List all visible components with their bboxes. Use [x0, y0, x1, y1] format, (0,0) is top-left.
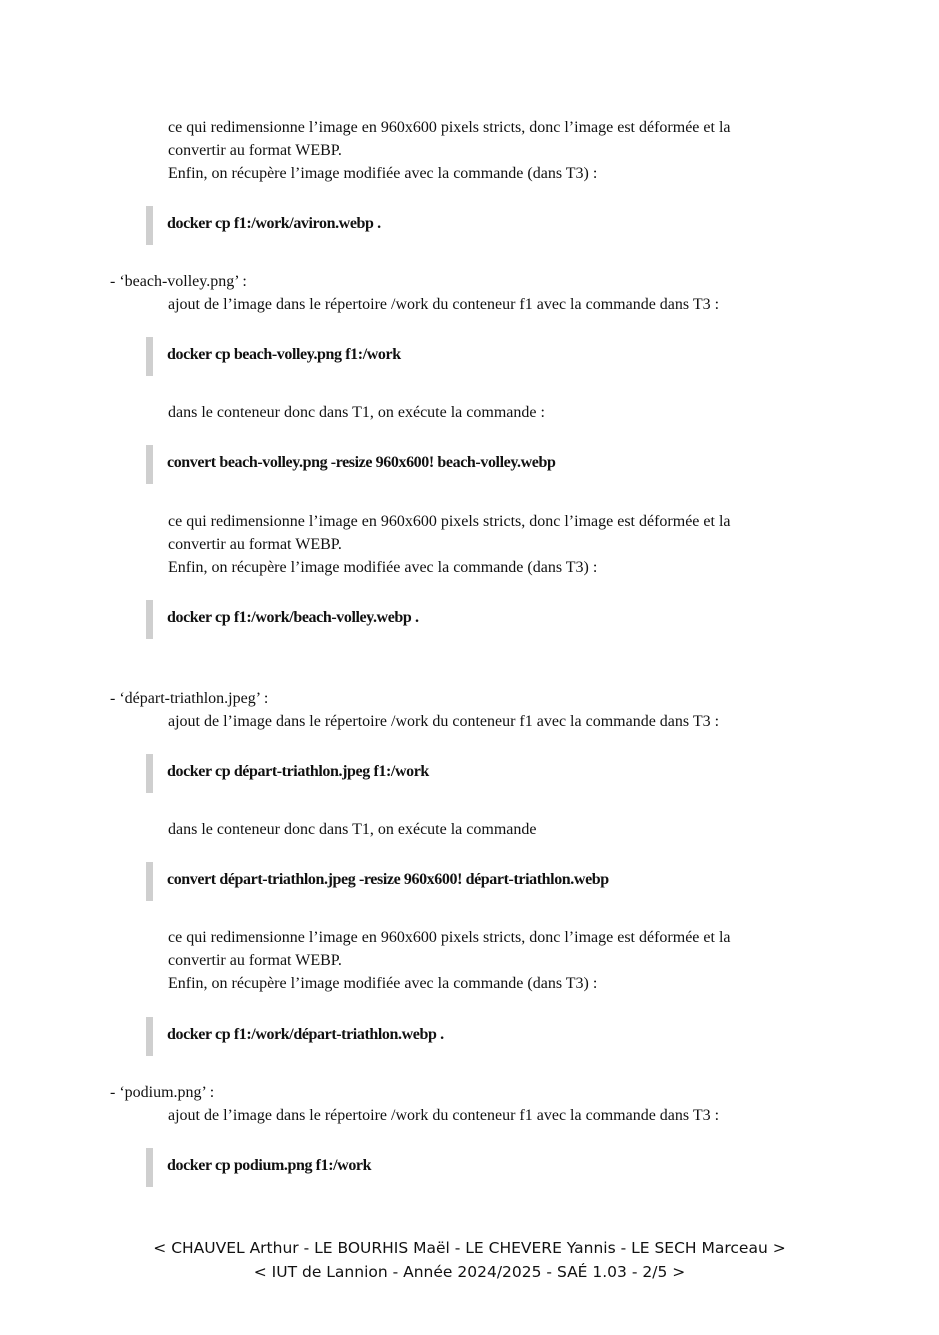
command-text: docker cp départ-triathlon.jpeg f1:/work [167, 763, 429, 780]
command-text: convert beach-volley.png -resize 960x600! beach-volley.webp [167, 454, 556, 471]
paragraph-line: dans le conteneur donc dans T1, on exécute la commande [168, 821, 537, 838]
command-block [146, 600, 846, 639]
paragraph-line: Enfin, on récupère l’image modifiée avec la commande (dans T3) : [168, 165, 598, 182]
paragraph-line: ce qui redimensionne l’image en 960x600 pixels stricts, donc l’image est déformée et la [168, 513, 731, 530]
command-block [146, 754, 846, 793]
paragraph-line: convertir au format WEBP. [168, 952, 342, 969]
command-text: docker cp f1:/work/départ-triathlon.webp . [167, 1026, 444, 1043]
paragraph-line: ce qui redimensionne l’image en 960x600 pixels stricts, donc l’image est déformée et la [168, 929, 731, 946]
footer-info: < IUT de Lannion - Année 2024/2025 - SAÉ 1.03 - 2/5 > [253, 1263, 686, 1281]
section-title: - ‘départ-triathlon.jpeg’ : [110, 690, 269, 707]
paragraph-line: convertir au format WEBP. [168, 142, 342, 159]
command-block [146, 1017, 846, 1056]
command-text: docker cp podium.png f1:/work [167, 1157, 372, 1174]
paragraph-line: Enfin, on récupère l’image modifiée avec la commande (dans T3) : [168, 559, 598, 576]
command-text: docker cp f1:/work/aviron.webp . [167, 215, 381, 232]
section-title: - ‘beach-volley.png’ : [110, 273, 247, 290]
command-block [146, 862, 846, 901]
command-block [146, 1148, 846, 1187]
paragraph-line: Enfin, on récupère l’image modifiée avec la commande (dans T3) : [168, 975, 598, 992]
paragraph-line: ajout de l’image dans le répertoire /work du conteneur f1 avec la commande dans T3 : [168, 1107, 720, 1124]
command-text: docker cp f1:/work/beach-volley.webp . [167, 609, 419, 626]
paragraph-line: dans le conteneur donc dans T1, on exécute la commande : [168, 404, 545, 421]
command-text: convert départ-triathlon.jpeg -resize 960x600! départ-triathlon.webp [167, 871, 609, 888]
command-text: docker cp beach-volley.png f1:/work [167, 346, 401, 363]
footer-authors: < CHAUVEL Arthur - LE BOURHIS Maël - LE CHEVERE Yannis - LE SECH Marceau > [153, 1239, 786, 1257]
paragraph-line: convertir au format WEBP. [168, 536, 342, 553]
paragraph-line: ajout de l’image dans le répertoire /work du conteneur f1 avec la commande dans T3 : [168, 713, 720, 730]
section-title: - ‘podium.png’ : [110, 1084, 215, 1101]
paragraph-line: ce qui redimensionne l’image en 960x600 pixels stricts, donc l’image est déformée et la [168, 119, 731, 136]
command-block [146, 337, 846, 376]
command-block [146, 445, 846, 484]
paragraph-line: ajout de l’image dans le répertoire /work du conteneur f1 avec la commande dans T3 : [168, 296, 720, 313]
command-block [146, 206, 846, 245]
